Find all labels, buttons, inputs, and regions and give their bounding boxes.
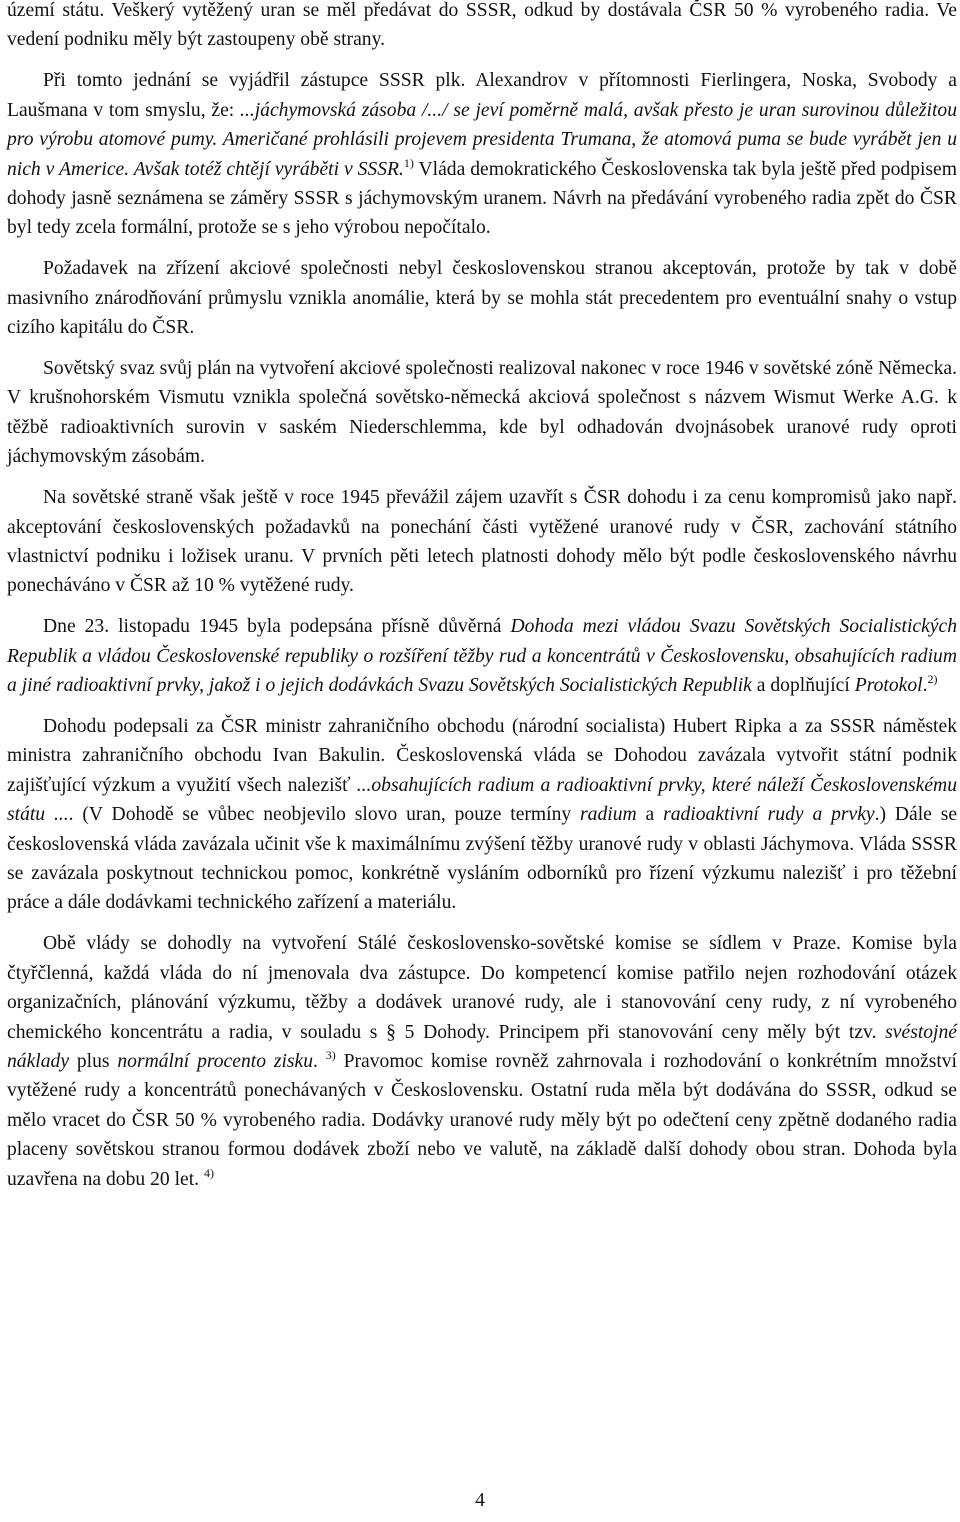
paragraph-3-text: Požadavek na zřízení akciové společnosti nebyl československou stranou akceptován, protože by tak v době masivního znárodňování průmyslu vznikla anomálie, která by se mohla stát precedentem pro eventuální snahy o vstup cizího kapitálu do ČSR.	[7, 258, 957, 339]
paragraph-1	[7, 0, 957, 55]
paragraph-8-text: Obě vlády se dohodly na vytvoření Stálé československo-sovětské komise se sídlem v Praze. Komise byla čtyřčlenná, každá vláda do ní jmenovala dva zástupce. Do kompetencí komise patřilo nejen rozhodování otázek organizačních, plánování výzkumu, těžby a dodávek uranové rudy, ale i stanovování ceny rudy, z ní vyrobeného chemického koncentrátu a radia, v souladu s § 5 Dohody. Principem při stanovování ceny měly být tzv.	[7, 933, 957, 1043]
footnote-ref-2: 2)	[927, 672, 938, 687]
quote-deposits: ...obsahujících radium a radioaktivní prvky, které náleží Československému státu ...	[7, 774, 958, 826]
paragraph-7-text-3: a	[636, 804, 664, 826]
paragraph-7-text: Dohodu podepsali za ČSR ministr zahraničního obchodu (národní socialista) Hubert Ripka a za SSSR náměstek ministra zahraničního obchodu Ivan Bakulin. Československá vláda se Dohodou zavázala vytvořit státní podnik zajišťující výzkum a využití všech nalezišť	[7, 715, 957, 796]
paragraph-6	[7, 612, 957, 700]
quote-alexandrov: ...jáchymovská zásoba /.../ se jeví poměrně malá, avšak přesto je uran surovinou důležitou pro výrobu atomové pumy. Američané prohlásili projevem presidenta Trumana, že atomová puma se bude vyrábět jen u nich v Americe. Avšak totéž chtějí vyráběti v SSSR.	[7, 99, 957, 180]
footnote-ref-4: 4)	[203, 1165, 214, 1180]
term-normal-profit: normální procento zisku	[117, 1050, 314, 1072]
protocol-title: Protokol	[854, 675, 923, 697]
paragraph-3	[7, 254, 957, 342]
term-own-costs: svéstojné náklady	[7, 1021, 957, 1072]
footnote-ref-1: 1)	[403, 155, 414, 170]
paragraph-6-period: .	[922, 675, 928, 697]
paragraph-6-text: Dne 23. listopadu 1945 byla podepsána přísně důvěrná	[43, 616, 511, 638]
page-number: 4	[475, 1490, 485, 1511]
paragraph-8	[7, 929, 957, 1194]
paragraph-1-text: území státu. Veškerý vytěžený uran se měl předávat do SSSR, odkud by dostávala ČSR 50 % vyrobeného radia. Ve vedení podniku měly být zastoupeny obě strany.	[7, 0, 957, 51]
paragraph-7	[7, 712, 957, 918]
paragraph-5-text: Na sovětské straně však ještě v roce 1945 převážil zájem uzavřít s ČSR dohodu i za cenu kompromisů jako např. akceptování československých požadavků na ponechání části vytěžené uranové rudy v ČSR, zachování státního vlastnictví podniku i ložisek uranu. V prvních pěti letech platnosti dohody mělo být podle československého návrhu ponecháváno v ČSR až 10 % vytěžené rudy.	[7, 487, 957, 597]
paragraph-8-text-4: Pravomoc komise rovněž zahrnovala i rozhodování o konkrétním množství vytěžené rudy a koncentrátů ponechávaných v Československu. Ostatní ruda měla být dodávána do SSSR, odkud se mělo vracet do ČSR 50 % vyrobeného radia. Dodávky uranové rudy měly být po odečtení ceny zpětně dodaného radia placeny sovětskou stranou formou dodávek zboží nebo ve valutě, na základě další dohody obou stran. Dohoda byla uzavřena na dobu 20 let.	[7, 1050, 957, 1190]
term-radium: radium	[580, 804, 637, 826]
paragraph-7-text-4: .) Dále se československá vláda zavázala učinit vše k maximálnímu zvýšení těžby uranové rudy v oblasti Jáchymova. Vláda SSSR se zavázala poskytnout technickou pomoc, konkrétně vysláním odborníků pro řízení výzkumu nalezišť i pro těžební práce a dále dodávkami technického zařízení a materiálu.	[7, 804, 958, 914]
paragraph-8-text-2: plus	[69, 1050, 118, 1072]
paragraph-2-text-cont: Vláda demokratického Československa tak byla ještě před podpisem dohody jasně seznámena se záměry SSSR s jáchymovským uranem. Návrh na předávání vyrobeného radia zpět do ČSR byl tedy zcela formální, protože se s jeho výrobou nepočítalo.	[7, 158, 957, 239]
footnote-ref-3: 3)	[325, 1047, 336, 1062]
agreement-title: Dohoda mezi vládou Svazu Sovětských Socialistických Republik a vládou Československé republiky o rozšíření těžby rud a koncentrátů v Československu, obsahujících radium a jiné radioaktivní prvky, jakož i o jejich dodávkách Svazu Sovětských Socialistických Republik	[7, 616, 957, 697]
paragraph-8-text-3: .	[313, 1050, 326, 1072]
paragraph-2	[7, 66, 957, 242]
paragraph-6-text-cont: a doplňující	[751, 675, 855, 697]
term-radioactive-ores: radioaktivní rudy a prvky	[663, 804, 875, 826]
paragraph-5	[7, 483, 957, 601]
document-page	[7, 0, 957, 1194]
paragraph-7-text-2: . (V Dohodě se vůbec neobjevilo slovo uran, pouze termíny	[68, 804, 581, 826]
paragraph-2-text: Při tomto jednání se vyjádřil zástupce SSSR plk. Alexandrov v přítomnosti Fierlingera, Noska, Svobody a Laušmana v tom smyslu, že:	[7, 70, 957, 121]
paragraph-4-text: Sovětský svaz svůj plán na vytvoření akciové společnosti realizoval nakonec v roce 1946 v sovětské zóně Německa. V krušnohorském Vismutu vznikla společná sovětsko-německá akciová společnost s názvem Wismut Werke A.G. k těžbě radioaktivních surovin v saském Niederschlemma, kde byl odhadován dvojnásobek uranové rudy oproti jáchymovským zásobám.	[7, 357, 957, 468]
paragraph-4	[7, 354, 957, 472]
